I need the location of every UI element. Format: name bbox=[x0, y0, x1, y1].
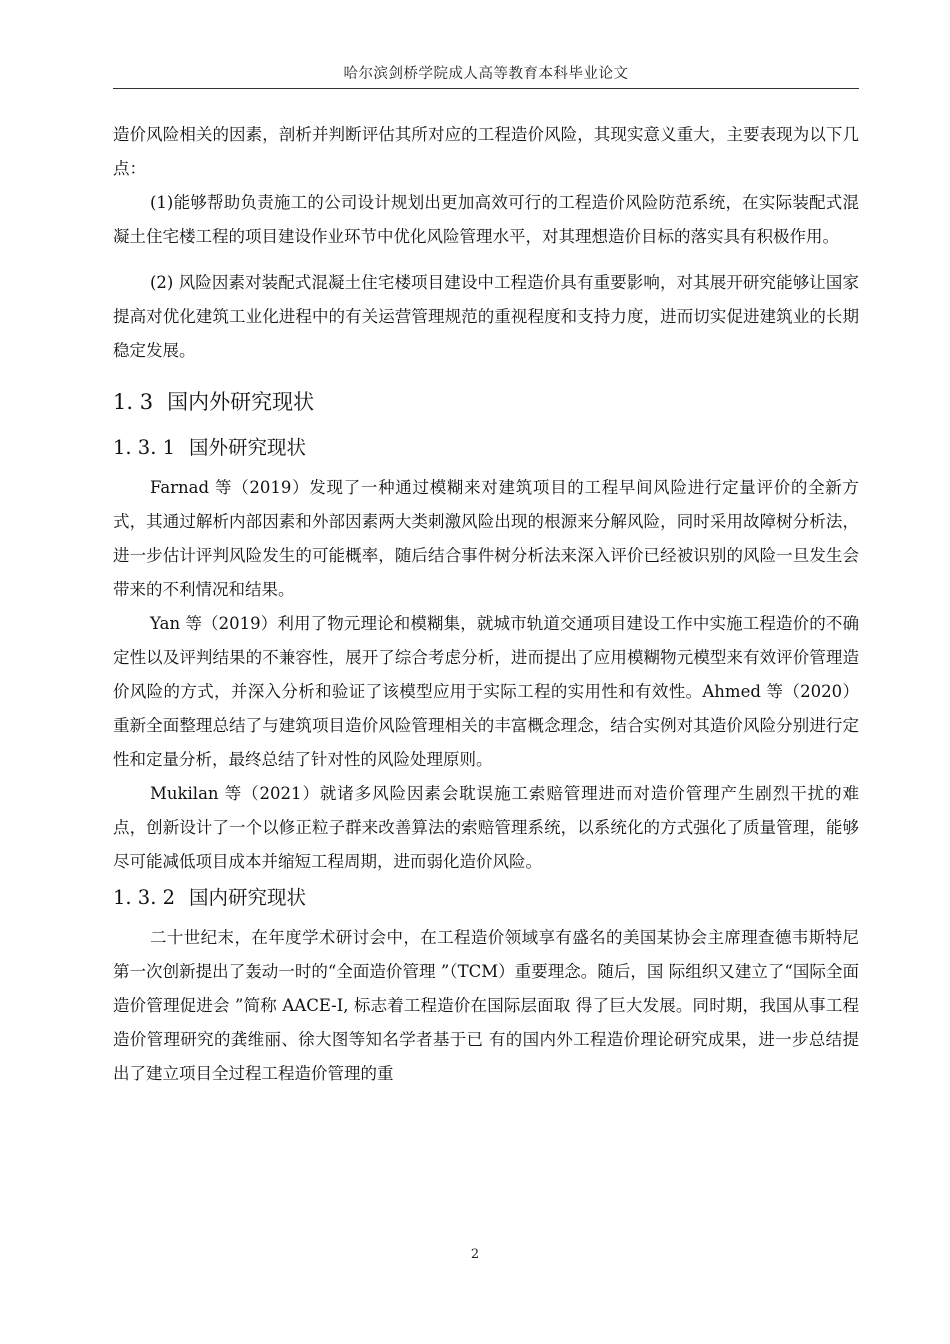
paragraph-point-2: (2) 风险因素对装配式混凝土住宅楼项目建设中工程造价具有重要影响，对其展开研究能够让国家提高对优化建筑工业化进程中的有关运营管理规范的重视程度和支持力度，进而切实促进建筑业的长期稳定发展。 bbox=[113, 273, 859, 360]
page-number: 2 bbox=[470, 1247, 480, 1262]
header-divider bbox=[113, 88, 859, 89]
section-heading-1-3 bbox=[113, 381, 859, 423]
paragraph-mukilan: Mukilan 等（2021）就诸多风险因素会耽误施工索赔管理进而对造价管理产生剧烈干扰的难点，创新设计了一个以修正粒子群来改善算法的索赔管理系统，以系统化的方式强化了质量管理，能够尽可能减低项目成本并缩短工程周期，进而弱化造价风险。 bbox=[113, 784, 859, 871]
subsection-heading-1-3-1 bbox=[113, 429, 859, 467]
subsection-number: 1. 3. 1 bbox=[113, 436, 176, 459]
section-title: 国内外研究现状 bbox=[167, 390, 315, 414]
paragraph-domestic: 二十世纪末，在年度学术研讨会中，在工程造价领域享有盛名的美国某协会主席理查德韦斯特尼第一次创新提出了轰动一时的“全面造价管理 ”（TCM）重要理念。随后，国 际组织又建立了“国际全面造价管理促进会 ”简称 AACE-I, 标志着工程造价在国际层面取 得了巨大发展。同时期，我国从事工程造价管理研究的龚维丽、徐大图等知名学者基于已 有的国内外工程造价理论研究成果，进一步总结提出了建立项目全过程工程造价管理的重 bbox=[113, 928, 859, 1083]
running-header: 哈尔滨剑桥学院成人高等教育本科毕业论文 bbox=[343, 66, 629, 82]
subsection-title: 国外研究现状 bbox=[189, 436, 307, 459]
subsection-heading-1-3-2 bbox=[113, 879, 859, 917]
subsection-title: 国内研究现状 bbox=[189, 886, 307, 909]
section-number: 1. 3 bbox=[113, 390, 154, 414]
paragraph-intro: 造价风险相关的因素，剖析并判断评估其所对应的工程造价风险，其现实意义重大，主要表现为以下几点： bbox=[113, 125, 859, 178]
subsection-number: 1. 3. 2 bbox=[113, 886, 176, 909]
paragraph-yan: Yan 等（2019）利用了物元理论和模糊集，就城市轨道交通项目建设工作中实施工程造价的不确定性以及评判结果的不兼容性，展开了综合考虑分析，进而提出了应用模糊物元模型来有效评价管理造价风险的方式，并深入分析和验证了该模型应用于实际工程的实用性和有效性。Ahmed 等（2020）重新全面整理总结了与建筑项目造价风险管理相关的丰富概念理念，结合实例对其造价风险分别进行定性和定量分析，最终总结了针对性的风险处理原则。 bbox=[113, 614, 859, 769]
page-body bbox=[113, 118, 859, 1091]
paragraph-farnad: Farnad 等（2019）发现了一种通过模糊来对建筑项目的工程早间风险进行定量评价的全新方式，其通过解析内部因素和外部因素两大类刺激风险出现的根源来分解风险，同时采用故障树分析法，进一步估计评判风险发生的可能概率，随后结合事件树分析法来深入评价已经被识别的风险一旦发生会带来的不利情况和结果。 bbox=[113, 478, 859, 599]
paragraph-point-1: (1)能够帮助负责施工的公司设计规划出更加高效可行的工程造价风险防范系统，在实际装配式混凝土住宅楼工程的项目建设作业环节中优化风险管理水平，对其理想造价目标的落实具有积极作用。 bbox=[113, 193, 859, 246]
